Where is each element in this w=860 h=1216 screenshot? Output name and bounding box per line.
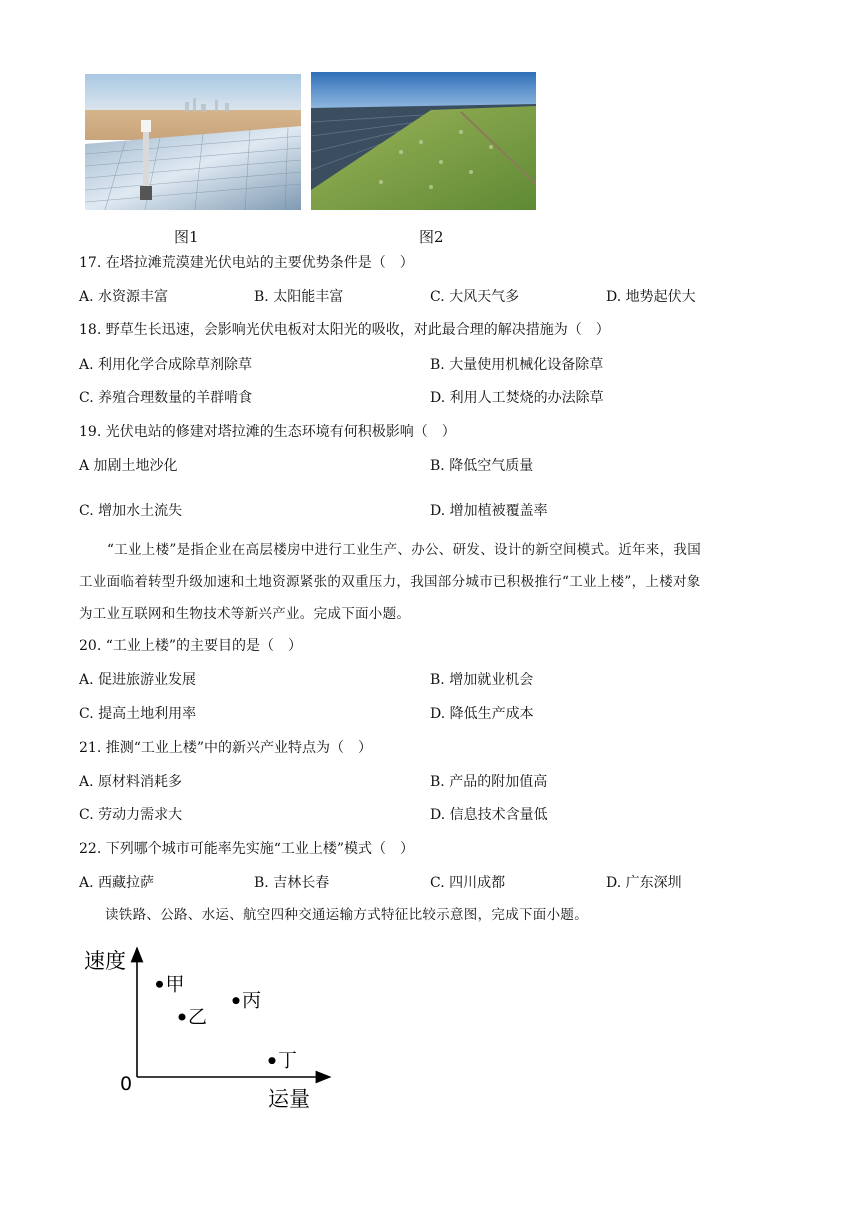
question-17-option-d: D. 地势起伏大 <box>606 289 696 305</box>
question-22-stem: 22. 下列哪个城市可能率先实施“工业上楼”模式（ ） <box>79 841 415 857</box>
point-marker-3 <box>233 997 240 1004</box>
figure-2-pv-grassland-photo <box>311 72 536 210</box>
question-20-option-b: B. 增加就业机会 <box>430 672 534 688</box>
point-label-4: 丁 <box>278 1049 298 1072</box>
question-22-option-d: D. 广东深圳 <box>606 875 682 891</box>
question-21-option-c: C. 劳动力需求大 <box>79 807 183 823</box>
question-17-option-a: A. 水资源丰富 <box>79 289 169 305</box>
question-22-option-b: B. 吉林长春 <box>254 875 330 891</box>
origin-label: 0 <box>120 1073 133 1095</box>
question-18-stem: 18. 野草生长迅速，会影响光伏电板对太阳光的吸收，对此最合理的解决措施为（ ） <box>79 322 610 338</box>
question-22-option-a: A. 西藏拉萨 <box>79 875 155 891</box>
question-20-option-c: C. 提高土地利用率 <box>79 706 197 722</box>
question-19-stem: 19. 光伏电站的修建对塔拉滩的生态环境有何积极影响（ ） <box>79 424 456 440</box>
question-19-option-b: B. 降低空气质量 <box>430 458 534 474</box>
question-20-option-a: A. 促进旅游业发展 <box>79 672 197 688</box>
x-axis-label: 运量 <box>268 1087 310 1111</box>
figure-1-caption: 图1 <box>174 228 199 246</box>
question-18-option-b: B. 大量使用机械化设备除草 <box>430 357 604 373</box>
question-21-stem: 21. 推测“工业上楼”中的新兴产业特点为（ ） <box>79 740 373 756</box>
question-19-option-a: A 加剧土地沙化 <box>79 458 178 474</box>
passage-line-2: 工业面临着转型升级加速和土地资源紧张的双重压力，我国部分城市已积极推行“工业上楼”，上楼对象 <box>79 574 701 590</box>
chart-intro-text: 读铁路、公路、水运、航空四种交通运输方式特征比较示意图，完成下面小题。 <box>105 907 588 923</box>
y-axis-label: 速度 <box>84 949 126 973</box>
figure-2-caption: 图2 <box>419 228 444 246</box>
question-20-option-d: D. 降低生产成本 <box>430 706 534 722</box>
pv-grassland-image <box>311 72 536 210</box>
question-17-option-c: C. 大风天气多 <box>430 289 520 305</box>
passage-line-3: 为工业互联网和生物技术等新兴产业。完成下面小题。 <box>79 606 411 622</box>
question-22-option-c: C. 四川成都 <box>430 875 506 891</box>
figure-1-solar-tower-photo <box>85 74 301 210</box>
question-18-option-c: C. 养殖合理数量的羊群啃食 <box>79 390 253 406</box>
question-20-stem: 20. “工业上楼”的主要目的是（ ） <box>79 638 303 654</box>
question-19-option-c: C. 增加水土流失 <box>79 503 183 519</box>
point-label-3: 丙 <box>242 989 262 1012</box>
question-21-option-b: B. 产品的附加值高 <box>430 774 548 790</box>
question-21-option-d: D. 信息技术含量低 <box>430 807 548 823</box>
point-marker-2 <box>179 1014 186 1021</box>
transport-comparison-chart <box>80 940 340 1120</box>
question-18-option-d: D. 利用人工焚烧的办法除草 <box>430 390 604 406</box>
solar-tower-image <box>85 74 301 210</box>
question-21-option-a: A. 原材料消耗多 <box>79 774 183 790</box>
passage-line-1: “工业上楼”是指企业在高层楼房中进行工业生产、办公、研发、设计的新空间模式。近年来，我国 <box>107 542 702 558</box>
question-18-option-a: A. 利用化学合成除草剂除草 <box>79 357 253 373</box>
chart-points <box>156 973 297 1071</box>
point-label-1: 甲 <box>165 973 185 996</box>
point-marker-4 <box>269 1057 276 1064</box>
question-19-option-d: D. 增加植被覆盖率 <box>430 503 548 519</box>
question-17-option-b: B. 太阳能丰富 <box>254 289 344 305</box>
point-label-2: 乙 <box>188 1006 208 1028</box>
point-marker-1 <box>156 981 163 988</box>
passage-industry-upstairs <box>79 534 779 630</box>
question-17-stem: 17. 在塔拉滩荒漠建光伏电站的主要优势条件是（ ） <box>79 255 414 271</box>
